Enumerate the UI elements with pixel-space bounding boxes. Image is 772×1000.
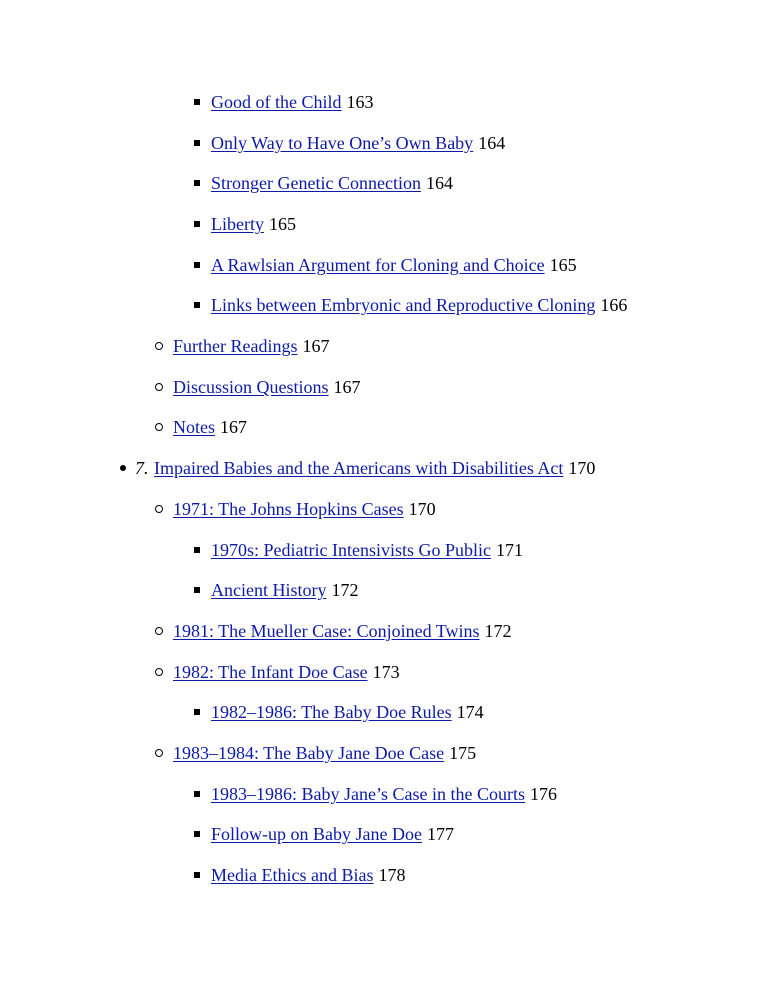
toc-link[interactable]: Follow-up on Baby Jane Doe: [211, 824, 422, 844]
page-number: 176: [529, 784, 557, 804]
circle-bullet-icon: [155, 627, 163, 635]
square-bullet-icon: [194, 180, 200, 186]
page-number: 177: [426, 824, 454, 844]
toc-entry: [211, 131, 505, 155]
page-number: 166: [600, 295, 628, 315]
toc-link[interactable]: Ancient History: [211, 580, 327, 600]
toc-link[interactable]: 1970s: Pediatric Intensivists Go Public: [211, 540, 491, 560]
toc-link[interactable]: Liberty: [211, 214, 264, 234]
page-number: 164: [425, 173, 453, 193]
circle-bullet-icon: [155, 668, 163, 676]
page-number: 165: [549, 255, 577, 275]
toc-entry: [211, 212, 296, 236]
toc-entry: [173, 375, 361, 399]
toc-entry: [211, 538, 523, 562]
square-bullet-icon: [194, 587, 200, 593]
toc-link[interactable]: 1971: The Johns Hopkins Cases: [173, 499, 404, 519]
circle-bullet-icon: [155, 505, 163, 513]
toc-entry: [211, 782, 557, 806]
toc-link[interactable]: Impaired Babies and the Americans with Disabilities Act: [154, 458, 564, 478]
toc-entry: [173, 660, 400, 684]
circle-bullet-icon: [155, 342, 163, 350]
square-bullet-icon: [194, 221, 200, 227]
toc-link[interactable]: 1983–1984: The Baby Jane Doe Case: [173, 743, 445, 763]
disc-bullet-icon: [120, 465, 126, 471]
square-bullet-icon: [194, 140, 200, 146]
page-number: 174: [456, 702, 484, 722]
toc-link[interactable]: Discussion Questions: [173, 377, 329, 397]
square-bullet-icon: [194, 709, 200, 715]
page-number: 165: [268, 214, 296, 234]
page-number: 173: [372, 662, 400, 682]
page-number: 172: [484, 621, 512, 641]
page-number: 167: [333, 377, 361, 397]
toc-entry: [173, 415, 247, 439]
toc-link[interactable]: 1982–1986: The Baby Doe Rules: [211, 702, 452, 722]
page-number: 170: [568, 458, 596, 478]
toc-entry: [211, 700, 484, 724]
toc-entry: [211, 171, 453, 195]
toc-entry: [173, 497, 436, 521]
toc-link[interactable]: 1983–1986: Baby Jane’s Case in the Courts: [211, 784, 525, 804]
page-number: 178: [378, 865, 406, 885]
toc-link[interactable]: Links between Embryonic and Reproductive Cloning: [211, 295, 596, 315]
toc-link[interactable]: Media Ethics and Bias: [211, 865, 374, 885]
square-bullet-icon: [194, 547, 200, 553]
toc-entry: [173, 334, 329, 358]
toc-link[interactable]: A Rawlsian Argument for Cloning and Choice: [211, 255, 545, 275]
square-bullet-icon: [194, 791, 200, 797]
square-bullet-icon: [194, 262, 200, 268]
circle-bullet-icon: [155, 383, 163, 391]
square-bullet-icon: [194, 831, 200, 837]
toc-entry: [211, 293, 627, 317]
page-number: 167: [302, 336, 330, 356]
toc-chapter-entry: [135, 456, 596, 480]
toc-link[interactable]: Further Readings: [173, 336, 298, 356]
square-bullet-icon: [194, 872, 200, 878]
toc-entry: [211, 822, 454, 846]
toc-link[interactable]: Stronger Genetic Connection: [211, 173, 421, 193]
toc-entry: [211, 90, 374, 114]
toc-entry: [211, 578, 358, 602]
page-number: 167: [220, 417, 247, 437]
page-number: 175: [449, 743, 477, 763]
toc-entry: [211, 863, 405, 887]
toc-link[interactable]: Good of the Child: [211, 92, 342, 112]
square-bullet-icon: [194, 99, 200, 105]
toc-entry: [173, 741, 476, 765]
toc-link[interactable]: 1981: The Mueller Case: Conjoined Twins: [173, 621, 480, 641]
toc-link[interactable]: Notes: [173, 417, 215, 437]
toc-link[interactable]: 1982: The Infant Doe Case: [173, 662, 368, 682]
page-number: 170: [408, 499, 436, 519]
page-number: 172: [331, 580, 359, 600]
toc-entry: [173, 619, 512, 643]
circle-bullet-icon: [155, 423, 163, 431]
circle-bullet-icon: [155, 749, 163, 757]
toc-entry: [211, 253, 577, 277]
page-number: 164: [478, 133, 506, 153]
page-number: 171: [495, 540, 523, 560]
chapter-number: 7.: [135, 458, 149, 478]
page-number: 163: [346, 92, 374, 112]
square-bullet-icon: [194, 302, 200, 308]
toc-link[interactable]: Only Way to Have One’s Own Baby: [211, 133, 474, 153]
